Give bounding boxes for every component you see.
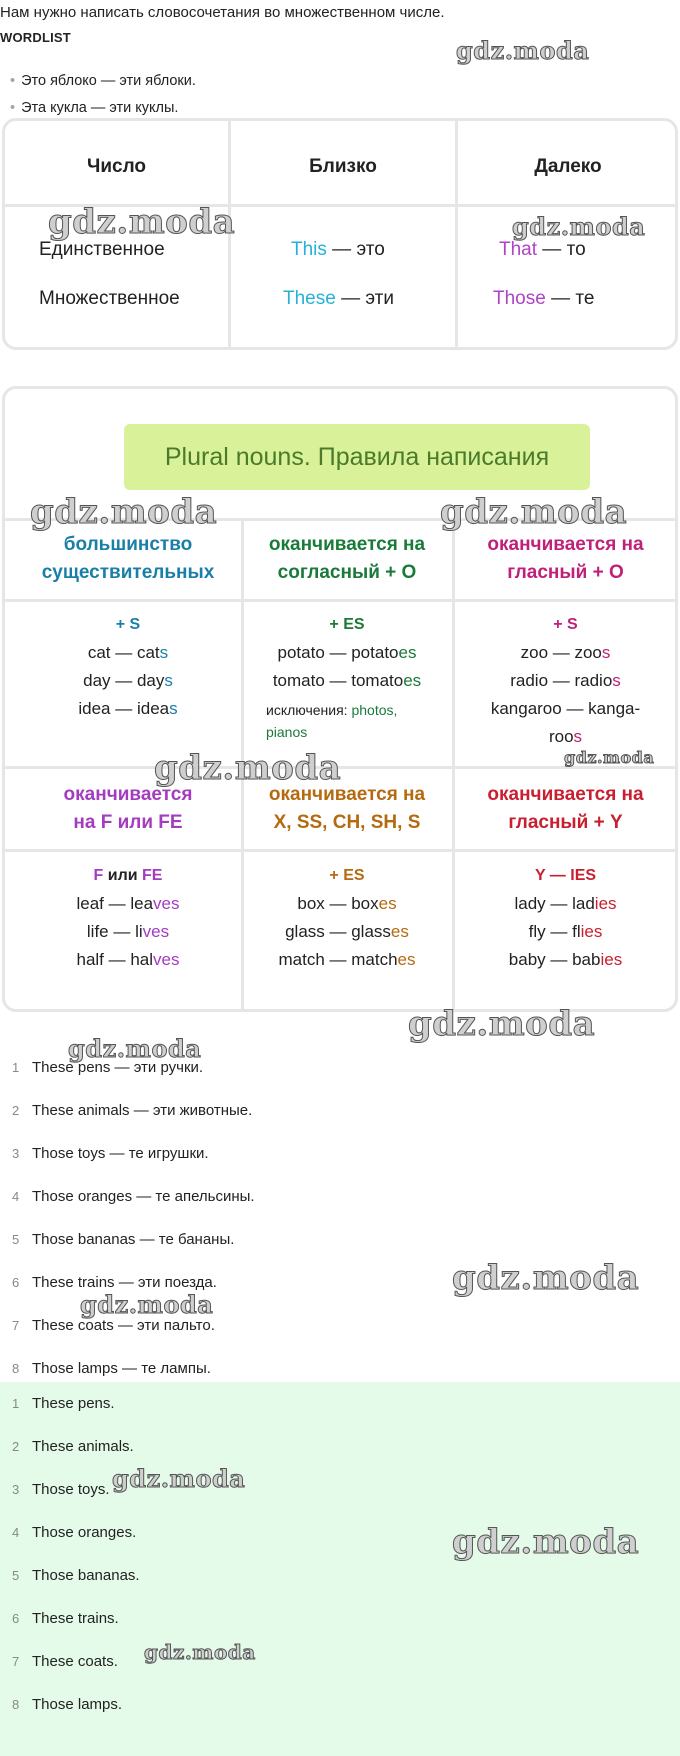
table-cell: Единственное bbox=[39, 239, 165, 260]
rule-s-vowel: + S zoo — zoos radio — radios kangaroo — kanga- roos bbox=[490, 616, 641, 746]
category-vowel-o: оканчивается на гласный + O bbox=[487, 534, 644, 583]
watermark: gdz.moda bbox=[154, 748, 342, 788]
list-item: 5 Those bananas — те бананы. bbox=[12, 1231, 235, 1248]
table-header: Далеко bbox=[534, 156, 602, 177]
list-item: 1 These pens. bbox=[12, 1395, 115, 1412]
watermark: gdz.moda bbox=[68, 1034, 202, 1063]
category-x-ss: оканчивается на X, SS, CH, SH, S bbox=[268, 784, 426, 833]
watermark: gdz.moda bbox=[512, 212, 646, 241]
watermark: gdz.moda bbox=[456, 36, 590, 65]
answers-list bbox=[0, 1393, 140, 1737]
table-header: Число bbox=[86, 156, 147, 177]
wordlist-title: WORDLIST bbox=[0, 30, 71, 45]
list-item: 4 Those oranges. bbox=[12, 1524, 137, 1541]
list-item: 7 These coats — эти пальто. bbox=[12, 1317, 215, 1334]
list-item: 1 These pens — эти ручки. bbox=[12, 1059, 204, 1076]
list-item: 3 Those toys. bbox=[12, 1481, 110, 1498]
list-item: 5 Those bananas. bbox=[12, 1567, 140, 1584]
rule-ves: F или FE leaf — leaves life — lives half — halves bbox=[76, 867, 180, 969]
rule-es-x: + ES box — boxes glass — glasses match — matches bbox=[278, 867, 416, 969]
translations-list bbox=[0, 1057, 255, 1401]
category-vowel-y: оканчивается на гласный + Y bbox=[487, 784, 644, 833]
list-item: • Это яблоко — эти яблоки. bbox=[10, 73, 196, 89]
list-item: 7 These coats. bbox=[12, 1653, 118, 1670]
category-f-fe: оканчивается на F или FE bbox=[63, 784, 193, 833]
table-cell: These — эти bbox=[283, 288, 394, 309]
watermark: gdz.moda bbox=[80, 1290, 214, 1319]
plural-rules-table bbox=[2, 386, 678, 1012]
list-item: 6 These trains — эти поезда. bbox=[12, 1274, 217, 1291]
list-item: 8 Those lamps — те лампы. bbox=[12, 1360, 211, 1377]
rule-s: + S cat — cats day — days idea — ideas bbox=[78, 616, 178, 718]
rule-ies: Y — IES lady — ladies fly — flies baby — babies bbox=[508, 867, 623, 969]
table-cell: Those — те bbox=[493, 288, 595, 309]
table-cell: This — это bbox=[291, 239, 385, 260]
watermark: gdz.moda bbox=[440, 492, 628, 532]
list-item: • Эта кукла — эти куклы. bbox=[10, 100, 179, 116]
table-cell: Множественное bbox=[39, 288, 180, 309]
task-intro: Нам нужно написать словосочетания во множественном числе. bbox=[0, 4, 445, 21]
list-item: 3 Those toys — те игрушки. bbox=[12, 1145, 209, 1162]
list-item: 2 These animals — эти животные. bbox=[12, 1102, 253, 1119]
list-item: 8 Those lamps. bbox=[12, 1696, 123, 1713]
watermark: gdz.moda bbox=[408, 1004, 596, 1044]
list-item: 2 These animals. bbox=[12, 1438, 134, 1455]
category-consonant-o: оканчивается на согласный + O bbox=[268, 534, 426, 583]
rule-es: + ES potato — potatoes tomato — tomatoes исключения: photos, pianos bbox=[266, 616, 422, 740]
table-cell: That — то bbox=[499, 239, 586, 260]
list-item: 4 Those oranges — те апельсины. bbox=[12, 1188, 255, 1205]
rules-title: Plural nouns. Правила написания bbox=[124, 424, 590, 490]
watermark: gdz.moda bbox=[30, 492, 218, 532]
watermark: gdz.moda bbox=[452, 1522, 640, 1562]
category-most: большинство существительных bbox=[41, 534, 215, 583]
watermark: gdz.moda bbox=[48, 202, 236, 242]
wordlist bbox=[10, 70, 196, 124]
table-header: Близко bbox=[309, 156, 377, 177]
watermark: gdz.moda bbox=[564, 748, 655, 767]
watermark: gdz.moda bbox=[144, 1640, 256, 1664]
watermark: gdz.moda bbox=[112, 1464, 246, 1493]
watermark: gdz.moda bbox=[452, 1258, 640, 1298]
list-item: 6 These trains. bbox=[12, 1610, 119, 1627]
